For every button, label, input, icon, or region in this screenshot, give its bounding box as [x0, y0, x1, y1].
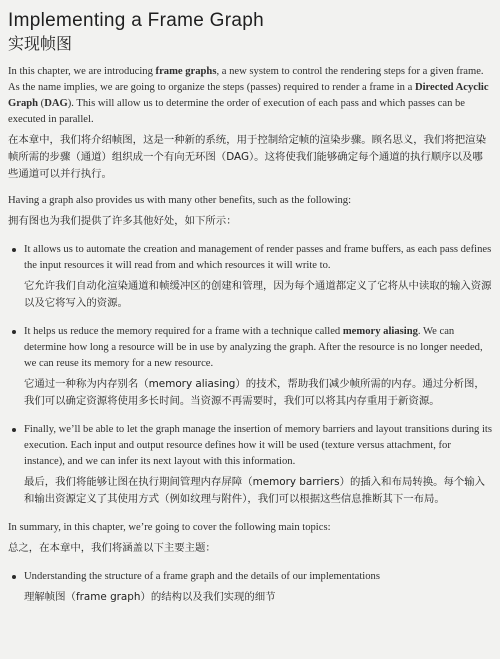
- bullet-text-chinese: 它允许我们自动化渲染通道和帧缓冲区的创建和管理，因为每个通道都定义了它将从中读取的输入资源以及它将写入的资源。: [24, 280, 492, 309]
- topic-text-chinese: 理解帧图（frame graph）的结构以及我们实现的细节: [24, 591, 276, 603]
- intro-paragraph: In this chapter, we are introducing frame graphs, a new system to control the rendering steps for a given frame. As the name implies, we are going to organize the steps (passes) required to render a frame in a Directed Acyclic Graph (DAG). This will allow us to determine the order of execution of each pass and which passes can be executed in parallel.: [8, 66, 489, 125]
- term-dag-full: Directed Acyclic Graph: [8, 82, 489, 109]
- benefits-lead-chinese: 拥有图也为我们提供了许多其他好处，如下所示：: [8, 215, 237, 227]
- summary-lead-chinese: 总之，在本章中，我们将涵盖以下主要主题：: [8, 542, 216, 554]
- term-dag: DAG: [44, 98, 68, 109]
- list-item: [8, 242, 492, 312]
- benefits-list: [8, 242, 492, 508]
- benefits-lead: Having a graph also provides us with many other benefits, such as the following:: [8, 195, 352, 206]
- term-memory-aliasing: memory aliasing: [342, 326, 418, 337]
- bullet-text-chinese: 它通过一种称为内存别名（memory aliasing）的技术，帮助我们减少帧所需的内存。通过分析图，我们可以确定资源将使用多长时间。当资源不再需要时，我们可以将其内存重用于新资源。: [24, 378, 485, 407]
- bullet-text: It allows us to automate the creation and management of render passes and frame buffers, as each pass defines the input resources it will read from and which resources it will write to.: [24, 244, 492, 271]
- bullet-text: It helps us reduce the memory required for a frame with a technique called memory aliasing. We can determine how long a resource will be in use by analyzing the graph. After the resource is no longer needed, we can reuse its memory for a new resource.: [24, 326, 483, 369]
- term-frame-graphs: frame graphs: [155, 66, 217, 77]
- topics-list: [8, 569, 492, 606]
- list-item: [8, 324, 492, 410]
- topic-text: Understanding the structure of a frame graph and the details of our implementations: [24, 571, 380, 582]
- intro-paragraph-chinese: 在本章中，我们将介绍帧图，这是一种新的系统，用于控制给定帧的渲染步骤。顾名思义，我们将把渲染帧所需的步骤（通道）组织成一个有向无环图（DAG）。这将使我们能够确定每个通道的执行顺序以及哪些通道可以并行执行。: [8, 134, 486, 180]
- list-item: [8, 422, 492, 508]
- page-title: Implementing a Frame Graph: [8, 10, 264, 31]
- list-item: [8, 569, 492, 606]
- bullet-text-chinese: 最后，我们将能够让图在执行期间管理内存屏障（memory barriers）的插入和布局转换。每个输入和输出资源定义了其使用方式（例如纹理与附件），我们可以根据这些信息推断其下一布局。: [24, 476, 486, 505]
- summary-lead: In summary, in this chapter, we’re going to cover the following main topics:: [8, 522, 331, 533]
- page-title-chinese: 实现帧图: [8, 34, 73, 53]
- bullet-text: Finally, we’ll be able to let the graph manage the insertion of memory barriers and layout transitions during its execution. Each input and output resource defines how it will be used (texture versus attachment, for instance), and we can infer its next layout with this information.: [24, 424, 492, 467]
